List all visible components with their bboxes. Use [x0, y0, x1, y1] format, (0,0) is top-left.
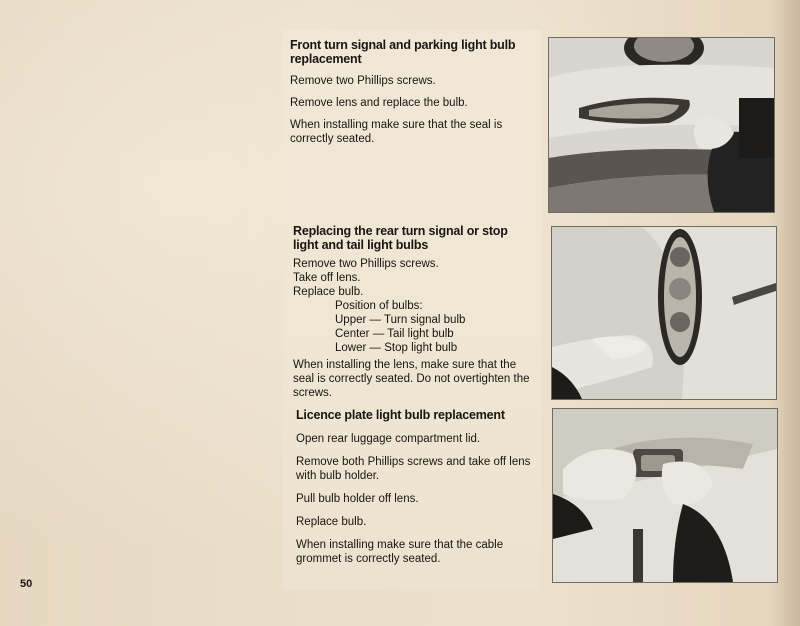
instruction-step: When installing make sure that the cable grommet is correctly seated.: [296, 539, 504, 565]
instruction-step: Remove both Phillips screws and take off lens with bulb holder.: [296, 456, 531, 482]
instruction-step: Open rear luggage compartment lid.: [296, 433, 481, 445]
instruction-step: Replace bulb.: [296, 516, 367, 528]
instruction-step: Remove two Phillips screws.: [290, 75, 436, 87]
bulb-position-item: Center — Tail light bulb: [335, 328, 454, 340]
section-licence-plate-light: [296, 408, 534, 566]
section-heading: Replacing the rear turn signal or stop light and tail light bulbs: [293, 224, 508, 252]
section-heading: Front turn signal and parking light bulb replacement: [290, 38, 516, 66]
instruction-step: Take off lens.: [293, 272, 361, 284]
section-heading: Licence plate light bulb replacement: [296, 408, 505, 422]
instruction-step: When installing the lens, make sure that the seal is correctly seated. Do not overtighten the screws.: [293, 359, 530, 399]
instruction-step: When installing make sure that the seal is correctly seated.: [290, 119, 503, 145]
instruction-step: Pull bulb holder off lens.: [296, 493, 419, 505]
bulb-position-item: Upper — Turn signal bulb: [335, 314, 466, 326]
section-front-turn-signal: [290, 38, 528, 146]
instruction-step: Remove lens and replace the bulb.: [290, 97, 468, 109]
photo-rear-turn-signal: [551, 226, 777, 400]
photo-licence-plate-light: [552, 408, 778, 583]
bulb-position-title: Position of bulbs:: [335, 300, 423, 312]
instruction-step: Replace bulb.: [293, 286, 364, 298]
section-rear-turn-signal: [293, 224, 531, 400]
photo-front-turn-signal: [548, 37, 775, 213]
page-number: 50: [20, 578, 33, 590]
bulb-position-item: Lower — Stop light bulb: [335, 342, 458, 354]
instruction-step: Remove two Phillips screws.: [293, 258, 439, 270]
